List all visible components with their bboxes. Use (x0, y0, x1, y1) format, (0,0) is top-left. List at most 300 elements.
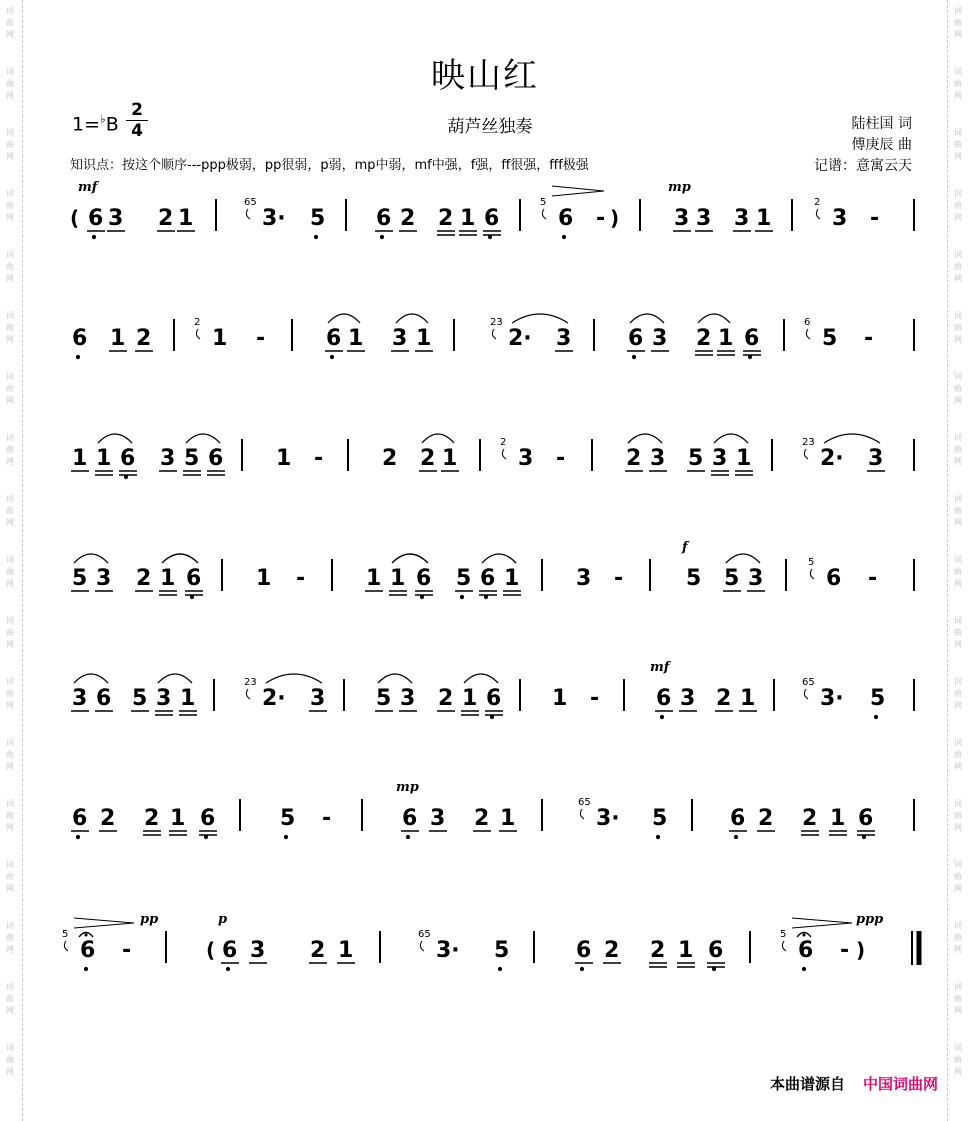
watermark-char: 网 (6, 335, 14, 344)
dynamic-mark: mp (668, 180, 691, 195)
watermark-char: 网 (6, 701, 14, 710)
grace-slur (580, 809, 584, 819)
slur (98, 434, 132, 443)
octave-dot-below (562, 235, 566, 239)
lyricist-credit: 陆柱国 词 (851, 116, 912, 132)
grace-slur (804, 449, 808, 459)
note: 2 (382, 446, 398, 471)
grace-slur (246, 209, 250, 219)
watermark-char: 曲 (6, 1055, 14, 1064)
note: 3 (712, 446, 728, 471)
note: 2 (136, 566, 152, 591)
slur (726, 554, 760, 563)
octave-dot-below (660, 715, 664, 719)
watermark-char: 词 (6, 311, 14, 320)
watermark-char: 曲 (954, 384, 962, 393)
note: 3 (576, 566, 592, 591)
note: 6 (80, 938, 96, 963)
watermark-char: 曲 (954, 811, 962, 820)
watermark-char: 词 (6, 250, 14, 259)
note: 3 (556, 326, 572, 351)
watermark-char: 词 (6, 189, 14, 198)
grace-note: 23 (490, 317, 503, 328)
grace-note: 23 (244, 677, 257, 688)
watermark-char: 网 (954, 945, 962, 954)
watermark-char: 词 (6, 799, 14, 808)
note: 1 (276, 446, 292, 471)
transcriber-credit: 记谱：意寓云天 (814, 158, 912, 174)
slur (186, 434, 220, 443)
note: 1 (740, 686, 756, 711)
grace-slur (246, 689, 250, 699)
dash-extension: - (868, 566, 878, 591)
watermark-char: 词 (6, 982, 14, 991)
note: 1 (756, 206, 772, 231)
note: 6 (416, 566, 432, 591)
watermark-char: 曲 (6, 750, 14, 759)
grace-slur (502, 449, 506, 459)
note: 6 (744, 326, 760, 351)
octave-dot-below (76, 355, 80, 359)
watermark-char: 网 (954, 884, 962, 893)
note: 6 (186, 566, 202, 591)
subtitle: 葫芦丝独奏 (447, 117, 533, 137)
watermark-char: 词 (954, 433, 962, 442)
watermark-char: 曲 (954, 79, 962, 88)
watermark-char: 词 (6, 6, 14, 15)
note: 1 (180, 686, 196, 711)
watermark-char: 词 (954, 738, 962, 747)
grace-slur (804, 689, 808, 699)
watermark-char: 词 (6, 555, 14, 564)
note: 1 (442, 446, 458, 471)
note: 2 (626, 446, 642, 471)
watermark-char: 词 (954, 677, 962, 686)
grace-note: 2 (500, 437, 507, 448)
note: 3 (72, 686, 88, 711)
octave-dot-below (580, 967, 584, 971)
watermark-char: 词 (954, 250, 962, 259)
watermark-char: 网 (6, 823, 14, 832)
grace-note: 65 (578, 797, 591, 808)
watermark-char: 网 (6, 274, 14, 283)
watermark-char: 网 (954, 823, 962, 832)
grace-note: 5 (540, 197, 547, 208)
note: 2 (310, 938, 326, 963)
dynamic-mark: mp (396, 780, 419, 795)
note: 1 (72, 446, 88, 471)
note: 5 (688, 446, 704, 471)
note: 6 (72, 806, 88, 831)
note: 6 (222, 938, 238, 963)
note: 5 (870, 686, 886, 711)
watermark-char: 曲 (6, 872, 14, 881)
octave-dot-below (380, 235, 384, 239)
watermark-char: 网 (954, 335, 962, 344)
note: 2 (438, 686, 454, 711)
note: 5 (132, 686, 148, 711)
note: 3 (96, 566, 112, 591)
grace-slur (196, 329, 200, 339)
footer-source-text: 本曲谱源自 (769, 1075, 845, 1093)
note: 3· (596, 806, 620, 831)
dash-extension: - (314, 446, 324, 471)
watermark-char: 曲 (6, 323, 14, 332)
note: 5 (494, 938, 510, 963)
slur (698, 314, 730, 323)
grace-note: 5 (808, 557, 815, 568)
grace-note: 23 (802, 437, 815, 448)
slur (74, 674, 108, 683)
note: 1 (500, 806, 516, 831)
dash-extension: - (870, 206, 880, 231)
grace-slur (420, 941, 424, 951)
watermark-char: 网 (6, 396, 14, 405)
watermark-char: 词 (954, 67, 962, 76)
parenthesis: ) (610, 206, 620, 230)
octave-dot-below (76, 835, 80, 839)
watermark-char: 网 (954, 152, 962, 161)
octave-dot-below (330, 355, 334, 359)
slur (266, 674, 322, 683)
watermark-char: 网 (6, 1006, 14, 1015)
note: 1 (178, 206, 194, 231)
grace-slur (542, 209, 546, 219)
watermark-char: 曲 (954, 872, 962, 881)
grace-note: 2 (814, 197, 821, 208)
note: 5 (652, 806, 668, 831)
slur (378, 674, 412, 683)
watermark-char: 词 (6, 860, 14, 869)
note: 1 (366, 566, 382, 591)
grace-note: 2 (194, 317, 201, 328)
note: 6 (486, 686, 502, 711)
grace-note: 65 (244, 197, 257, 208)
fermata-dot (803, 934, 806, 937)
note: 3 (160, 446, 176, 471)
dynamic-mark: mf (650, 660, 670, 675)
grace-note: 65 (418, 929, 431, 940)
watermark-char: 词 (6, 372, 14, 381)
watermark-char: 词 (6, 1043, 14, 1052)
grace-note: 5 (62, 929, 69, 940)
octave-dot-below (802, 967, 806, 971)
note: 6 (730, 806, 746, 831)
note: 6 (628, 326, 644, 351)
watermark-char: 曲 (954, 1055, 962, 1064)
note: 5 (456, 566, 472, 591)
grace-slur (782, 941, 786, 951)
decrescendo-hairpin (552, 186, 604, 196)
watermark-char: 网 (954, 213, 962, 222)
dynamic-mark: mf (78, 180, 98, 195)
watermark-char: 曲 (954, 994, 962, 1003)
octave-dot-below (734, 835, 738, 839)
watermark-char: 网 (6, 30, 14, 39)
note: 2 (802, 806, 818, 831)
time-signature-bottom: 4 (131, 121, 143, 141)
dynamics-knowledge-note: 知识点：按这个顺序---ppp极弱，pp很弱，p弱，mp中弱，mf中强，f强，ff很强，fff极强 (70, 158, 589, 173)
note: 3· (262, 206, 286, 231)
note: 6 (402, 806, 418, 831)
footer-site-link[interactable]: 中国词曲网 (862, 1075, 938, 1093)
slur (464, 674, 498, 683)
octave-dot-below (498, 967, 502, 971)
watermark-char: 网 (6, 213, 14, 222)
watermark-char: 曲 (6, 201, 14, 210)
dynamic-mark: f (682, 540, 688, 555)
note: 6 (826, 566, 842, 591)
octave-dot-below (656, 835, 660, 839)
note: 6 (858, 806, 874, 831)
note: 1 (830, 806, 846, 831)
grace-note: 6 (804, 317, 811, 328)
watermark-char: 曲 (954, 201, 962, 210)
watermark-char: 曲 (6, 262, 14, 271)
note: 2 (474, 806, 490, 831)
slur (422, 434, 454, 443)
note: 5 (686, 566, 702, 591)
note: 5 (184, 446, 200, 471)
grace-slur (816, 209, 820, 219)
note: 3 (250, 938, 266, 963)
note: 3 (868, 446, 884, 471)
note: 5 (310, 206, 326, 231)
note: 6 (708, 938, 724, 963)
note: 3 (734, 206, 750, 231)
parenthesis: ( (70, 206, 80, 230)
decrescendo-hairpin (74, 918, 134, 928)
watermark-char: 网 (6, 579, 14, 588)
watermark-char: 词 (954, 860, 962, 869)
note: 1 (256, 566, 272, 591)
dash-extension: - (256, 326, 266, 351)
watermark-char: 词 (954, 616, 962, 625)
slur (392, 554, 428, 563)
dash-extension: - (556, 446, 566, 471)
note: 2 (438, 206, 454, 231)
watermark-char: 网 (954, 762, 962, 771)
watermark-char: 词 (954, 555, 962, 564)
note: 1 (212, 326, 228, 351)
note: 6 (576, 938, 592, 963)
slur (714, 434, 748, 443)
note: 3 (680, 686, 696, 711)
watermark-char: 网 (954, 518, 962, 527)
octave-dot-below (632, 355, 636, 359)
note: 2 (400, 206, 416, 231)
watermark-char: 网 (954, 1067, 962, 1076)
note: 6 (484, 206, 500, 231)
note: 1 (718, 326, 734, 351)
watermark-char: 曲 (954, 750, 962, 759)
watermark-char: 曲 (6, 689, 14, 698)
watermark-char: 网 (6, 762, 14, 771)
watermark-char: 网 (954, 457, 962, 466)
watermark-char: 词 (954, 311, 962, 320)
composer-credit: 傅庚辰 曲 (851, 137, 912, 153)
watermark-char: 词 (954, 921, 962, 930)
note: 5 (822, 326, 838, 351)
octave-dot-below (284, 835, 288, 839)
note: 3· (820, 686, 844, 711)
octave-dot-below (226, 967, 230, 971)
note: 2 (696, 326, 712, 351)
watermark-char: 曲 (954, 262, 962, 271)
watermark-char: 网 (6, 91, 14, 100)
watermark-char: 曲 (954, 506, 962, 515)
watermark-char: 网 (6, 884, 14, 893)
watermark-char: 曲 (6, 567, 14, 576)
note: 3 (652, 326, 668, 351)
note: 3 (748, 566, 764, 591)
grace-note: 65 (802, 677, 815, 688)
watermark-char: 网 (954, 579, 962, 588)
note: 2 (420, 446, 436, 471)
note: 1 (678, 938, 694, 963)
watermark-char: 词 (954, 189, 962, 198)
key-note: B (105, 113, 119, 136)
watermark-char: 词 (954, 982, 962, 991)
watermark-char: 词 (6, 128, 14, 137)
note: 3 (156, 686, 172, 711)
watermark-char: 网 (954, 274, 962, 283)
dynamic-mark: p (218, 912, 228, 927)
fermata-dot (85, 934, 88, 937)
dash-extension: - (840, 938, 850, 963)
watermark-char: 网 (6, 457, 14, 466)
dash-extension: - (596, 206, 606, 231)
watermark-char: 网 (6, 1067, 14, 1076)
note: 1 (504, 566, 520, 591)
watermark-char: 网 (954, 91, 962, 100)
slur (162, 554, 198, 563)
grace-note: 5 (780, 929, 787, 940)
watermark-char: 网 (954, 701, 962, 710)
note: 5 (376, 686, 392, 711)
time-signature-top: 2 (126, 100, 148, 121)
octave-dot-below (460, 595, 464, 599)
octave-dot-below (92, 235, 96, 239)
note: 3 (518, 446, 534, 471)
note: 3 (696, 206, 712, 231)
watermark-char: 词 (954, 494, 962, 503)
note: 1 (338, 938, 354, 963)
slur (628, 434, 662, 443)
slur (328, 314, 360, 323)
watermark-char: 词 (6, 67, 14, 76)
note: 5 (72, 566, 88, 591)
note: 2 (604, 938, 620, 963)
note: 2 (158, 206, 174, 231)
watermark-char: 曲 (6, 18, 14, 27)
note: 5 (724, 566, 740, 591)
note: 1 (96, 446, 112, 471)
watermark-char: 词 (6, 494, 14, 503)
note: 6 (326, 326, 342, 351)
watermark-char: 词 (6, 616, 14, 625)
watermark-char: 网 (6, 945, 14, 954)
note: 2 (144, 806, 160, 831)
note: 1 (390, 566, 406, 591)
note: 6 (200, 806, 216, 831)
flat-symbol: ♭ (100, 112, 106, 126)
note: 6 (208, 446, 224, 471)
dash-extension: - (322, 806, 332, 831)
watermark-char: 词 (954, 1043, 962, 1052)
watermark-char: 曲 (954, 933, 962, 942)
octave-dot-below (84, 967, 88, 971)
watermark-char: 曲 (954, 445, 962, 454)
note: 3 (650, 446, 666, 471)
parenthesis: ( (206, 938, 216, 962)
note: 2· (262, 686, 286, 711)
grace-slur (492, 329, 496, 339)
note: 2 (100, 806, 116, 831)
octave-dot-below (874, 715, 878, 719)
watermark-char: 曲 (954, 18, 962, 27)
note: 2 (716, 686, 732, 711)
octave-dot-below (406, 835, 410, 839)
note: 3 (108, 206, 124, 231)
note: 1 (462, 686, 478, 711)
slur (512, 314, 568, 323)
slur (158, 674, 192, 683)
dash-extension: - (590, 686, 600, 711)
watermark-char: 曲 (6, 933, 14, 942)
dynamic-mark: pp (140, 912, 159, 927)
note: 5 (280, 806, 296, 831)
watermark-char: 曲 (6, 506, 14, 515)
decrescendo-hairpin (792, 918, 852, 928)
watermark-char: 曲 (954, 689, 962, 698)
key-prefix: 1= (72, 113, 101, 136)
watermark-char: 词 (6, 738, 14, 747)
watermark-char: 词 (6, 433, 14, 442)
grace-slur (810, 569, 814, 579)
watermark-char: 曲 (6, 384, 14, 393)
note: 6 (798, 938, 814, 963)
note: 3 (310, 686, 326, 711)
note: 3 (832, 206, 848, 231)
note: 2 (136, 326, 152, 351)
dash-extension: - (122, 938, 132, 963)
note: 1 (348, 326, 364, 351)
note: 2 (650, 938, 666, 963)
watermark-char: 网 (954, 396, 962, 405)
watermark-char: 曲 (6, 994, 14, 1003)
grace-slur (806, 329, 810, 339)
note: 6 (72, 326, 88, 351)
watermark-char: 网 (6, 152, 14, 161)
slur (396, 314, 428, 323)
watermark-char: 曲 (954, 323, 962, 332)
footer-credit (770, 1073, 938, 1094)
watermark-char: 网 (6, 518, 14, 527)
note: 6 (376, 206, 392, 231)
watermark-char: 曲 (6, 445, 14, 454)
note: 2· (820, 446, 844, 471)
note: 6 (558, 206, 574, 231)
watermark-char: 网 (954, 640, 962, 649)
note: 6 (480, 566, 496, 591)
note: 6 (96, 686, 112, 711)
octave-dot-below (314, 235, 318, 239)
note: 3· (436, 938, 460, 963)
note: 6 (120, 446, 136, 471)
song-title: 映山红 (431, 56, 539, 96)
note: 6 (656, 686, 672, 711)
